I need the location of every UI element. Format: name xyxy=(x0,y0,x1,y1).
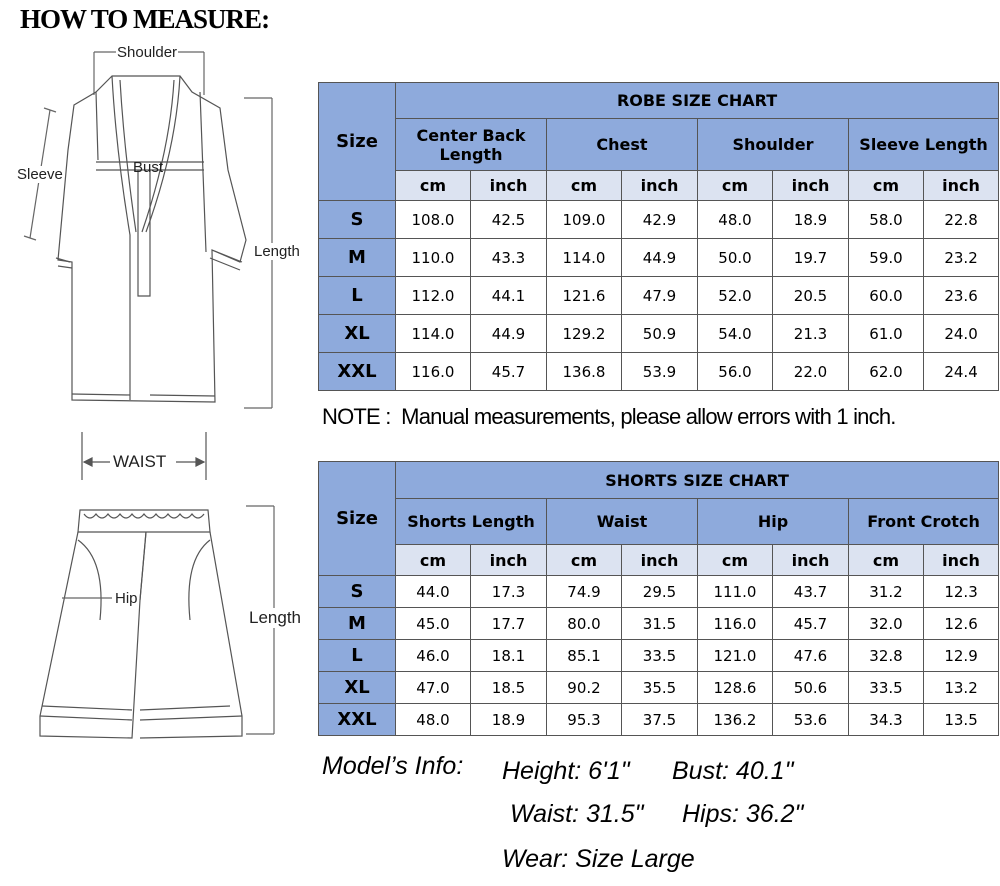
unit-header: cm xyxy=(547,545,622,576)
size-cell: M xyxy=(319,608,396,640)
value-cell: 29.5 xyxy=(622,576,698,608)
table-row xyxy=(319,672,999,704)
value-cell: 62.0 xyxy=(849,353,924,391)
page-title: HOW TO MEASURE: xyxy=(20,4,270,34)
value-cell: 33.5 xyxy=(622,640,698,672)
value-cell: 43.7 xyxy=(773,576,849,608)
table-row xyxy=(319,239,999,277)
table-row xyxy=(319,704,999,736)
value-cell: 44.9 xyxy=(622,239,698,277)
unit-header: inch xyxy=(622,545,698,576)
size-cell: XXL xyxy=(319,704,396,736)
unit-header: inch xyxy=(622,171,698,201)
size-cell: XL xyxy=(319,672,396,704)
value-cell: 90.2 xyxy=(547,672,622,704)
table-row xyxy=(319,576,999,608)
table-row xyxy=(319,201,999,239)
shorts-length-label: Length xyxy=(249,608,301,627)
table-row xyxy=(319,277,999,315)
model-waist: Waist: 31.5" xyxy=(510,800,644,828)
value-cell: 18.1 xyxy=(471,640,547,672)
measurement-note xyxy=(322,404,896,430)
value-cell: 114.0 xyxy=(396,315,471,353)
size-cell: L xyxy=(319,277,396,315)
note-text: Manual measurements, please allow errors with 1 inch. xyxy=(401,404,896,429)
value-cell: 47.6 xyxy=(773,640,849,672)
value-cell: 45.7 xyxy=(773,608,849,640)
value-cell: 50.9 xyxy=(622,315,698,353)
value-cell: 95.3 xyxy=(547,704,622,736)
value-cell: 109.0 xyxy=(547,201,622,239)
size-cell: S xyxy=(319,201,396,239)
shorts-group-header: Shorts Length xyxy=(396,499,547,545)
value-cell: 61.0 xyxy=(849,315,924,353)
value-cell: 44.1 xyxy=(471,277,547,315)
value-cell: 31.2 xyxy=(849,576,924,608)
value-cell: 24.4 xyxy=(924,353,999,391)
value-cell: 48.0 xyxy=(396,704,471,736)
robe-group-header: Sleeve Length xyxy=(849,119,999,171)
robe-chart-title: ROBE SIZE CHART xyxy=(396,83,999,119)
value-cell: 34.3 xyxy=(849,704,924,736)
value-cell: 47.9 xyxy=(622,277,698,315)
value-cell: 21.3 xyxy=(773,315,849,353)
unit-header: cm xyxy=(849,171,924,201)
value-cell: 45.7 xyxy=(471,353,547,391)
value-cell: 12.6 xyxy=(924,608,999,640)
value-cell: 17.3 xyxy=(471,576,547,608)
model-height: Height: 6'1" xyxy=(502,757,630,785)
value-cell: 74.9 xyxy=(547,576,622,608)
value-cell: 85.1 xyxy=(547,640,622,672)
value-cell: 58.0 xyxy=(849,201,924,239)
value-cell: 24.0 xyxy=(924,315,999,353)
value-cell: 112.0 xyxy=(396,277,471,315)
unit-header: inch xyxy=(773,545,849,576)
value-cell: 45.0 xyxy=(396,608,471,640)
value-cell: 121.6 xyxy=(547,277,622,315)
value-cell: 23.6 xyxy=(924,277,999,315)
value-cell: 22.8 xyxy=(924,201,999,239)
value-cell: 136.8 xyxy=(547,353,622,391)
value-cell: 12.9 xyxy=(924,640,999,672)
shorts-group-header: Front Crotch xyxy=(849,499,999,545)
table-row xyxy=(319,315,999,353)
value-cell: 43.3 xyxy=(471,239,547,277)
value-cell: 22.0 xyxy=(773,353,849,391)
robe-group-header: Chest xyxy=(547,119,698,171)
value-cell: 35.5 xyxy=(622,672,698,704)
value-cell: 121.0 xyxy=(698,640,773,672)
bust-label: Bust xyxy=(133,159,164,176)
robe-length-label: Length xyxy=(254,243,300,260)
value-cell: 23.2 xyxy=(924,239,999,277)
model-wear: Wear: Size Large xyxy=(502,845,695,873)
value-cell: 116.0 xyxy=(396,353,471,391)
value-cell: 44.0 xyxy=(396,576,471,608)
table-row xyxy=(319,608,999,640)
value-cell: 56.0 xyxy=(698,353,773,391)
table-row xyxy=(319,353,999,391)
sleeve-label: Sleeve xyxy=(17,166,63,183)
value-cell: 18.9 xyxy=(471,704,547,736)
value-cell: 50.0 xyxy=(698,239,773,277)
shorts-group-header: Waist xyxy=(547,499,698,545)
value-cell: 32.8 xyxy=(849,640,924,672)
value-cell: 59.0 xyxy=(849,239,924,277)
unit-header: cm xyxy=(849,545,924,576)
value-cell: 60.0 xyxy=(849,277,924,315)
size-cell: L xyxy=(319,640,396,672)
value-cell: 18.5 xyxy=(471,672,547,704)
unit-header: cm xyxy=(698,171,773,201)
robe-group-header: Center Back Length xyxy=(396,119,547,171)
value-cell: 13.2 xyxy=(924,672,999,704)
value-cell: 32.0 xyxy=(849,608,924,640)
size-cell: S xyxy=(319,576,396,608)
unit-header: inch xyxy=(773,171,849,201)
shorts-size-chart xyxy=(318,461,999,736)
shorts-diagram xyxy=(0,0,320,760)
unit-header: cm xyxy=(698,545,773,576)
value-cell: 50.6 xyxy=(773,672,849,704)
unit-header: cm xyxy=(547,171,622,201)
value-cell: 48.0 xyxy=(698,201,773,239)
value-cell: 18.9 xyxy=(773,201,849,239)
value-cell: 12.3 xyxy=(924,576,999,608)
value-cell: 128.6 xyxy=(698,672,773,704)
value-cell: 52.0 xyxy=(698,277,773,315)
value-cell: 46.0 xyxy=(396,640,471,672)
value-cell: 53.9 xyxy=(622,353,698,391)
value-cell: 136.2 xyxy=(698,704,773,736)
note-label: NOTE : xyxy=(322,404,391,429)
value-cell: 44.9 xyxy=(471,315,547,353)
value-cell: 13.5 xyxy=(924,704,999,736)
value-cell: 42.5 xyxy=(471,201,547,239)
value-cell: 116.0 xyxy=(698,608,773,640)
shorts-size-header: Size xyxy=(319,462,396,576)
table-row xyxy=(319,640,999,672)
unit-header: inch xyxy=(471,171,547,201)
value-cell: 19.7 xyxy=(773,239,849,277)
robe-size-header: Size xyxy=(319,83,396,201)
value-cell: 42.9 xyxy=(622,201,698,239)
value-cell: 33.5 xyxy=(849,672,924,704)
waist-label: WAIST xyxy=(113,452,167,471)
size-cell: XXL xyxy=(319,353,396,391)
shorts-chart-title: SHORTS SIZE CHART xyxy=(396,462,999,499)
hip-label: Hip xyxy=(115,590,138,607)
value-cell: 80.0 xyxy=(547,608,622,640)
value-cell: 108.0 xyxy=(396,201,471,239)
unit-header: inch xyxy=(924,171,999,201)
value-cell: 110.0 xyxy=(396,239,471,277)
value-cell: 114.0 xyxy=(547,239,622,277)
value-cell: 20.5 xyxy=(773,277,849,315)
robe-size-chart xyxy=(318,82,999,391)
value-cell: 37.5 xyxy=(622,704,698,736)
unit-header: cm xyxy=(396,545,471,576)
value-cell: 47.0 xyxy=(396,672,471,704)
value-cell: 111.0 xyxy=(698,576,773,608)
model-bust: Bust: 40.1" xyxy=(672,757,794,785)
shoulder-label: Shoulder xyxy=(117,44,178,61)
model-info-label: Model’s Info: xyxy=(322,752,464,780)
unit-header: inch xyxy=(924,545,999,576)
value-cell: 31.5 xyxy=(622,608,698,640)
value-cell: 129.2 xyxy=(547,315,622,353)
size-cell: XL xyxy=(319,315,396,353)
value-cell: 17.7 xyxy=(471,608,547,640)
unit-header: cm xyxy=(396,171,471,201)
unit-header: inch xyxy=(471,545,547,576)
value-cell: 54.0 xyxy=(698,315,773,353)
robe-group-header: Shoulder xyxy=(698,119,849,171)
size-cell: M xyxy=(319,239,396,277)
value-cell: 53.6 xyxy=(773,704,849,736)
model-hips: Hips: 36.2" xyxy=(682,800,804,828)
shorts-group-header: Hip xyxy=(698,499,849,545)
